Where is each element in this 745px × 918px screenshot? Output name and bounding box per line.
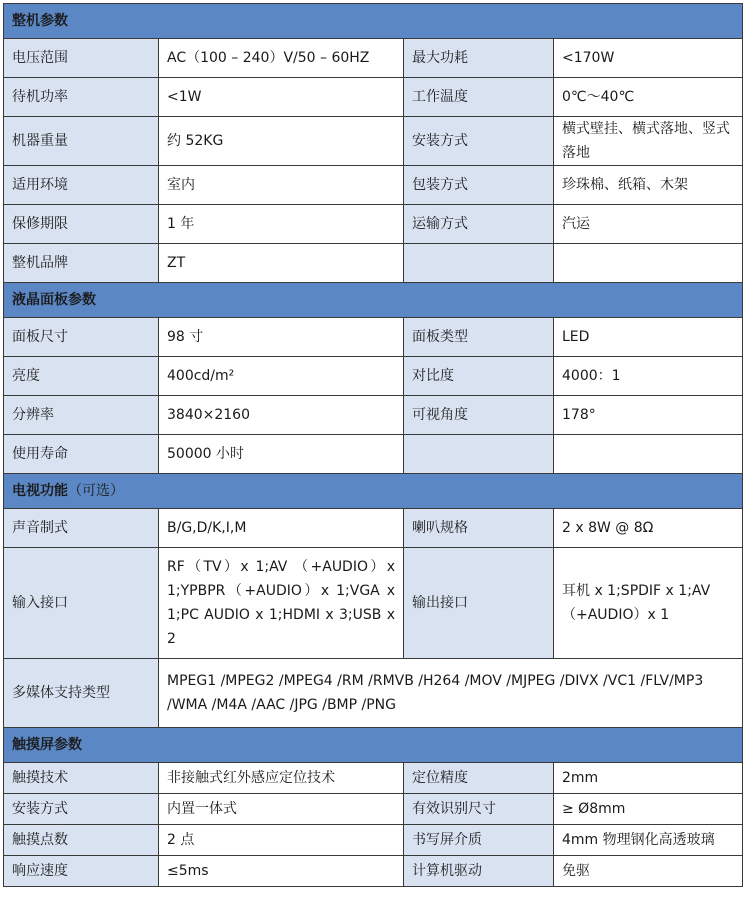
section-header-row — [4, 283, 743, 318]
spec-value: 室内 — [159, 166, 404, 205]
spec-label: 分辨率 — [4, 396, 159, 435]
spec-value — [554, 244, 743, 283]
spec-label: 输入接口 — [4, 548, 159, 659]
spec-value: AC（100 – 240）V/50 – 60HZ — [159, 39, 404, 78]
spec-label: 工作温度 — [404, 78, 554, 117]
spec-label: 包装方式 — [404, 166, 554, 205]
spec-label: 触摸点数 — [4, 825, 159, 856]
spec-row — [4, 396, 743, 435]
spec-value: 横式壁挂、横式落地、竖式落地 — [554, 117, 743, 166]
spec-row — [4, 856, 743, 887]
spec-row — [4, 763, 743, 794]
section-title-text: 液晶面板参数 — [12, 292, 96, 308]
spec-value: 400cd/m² — [159, 357, 404, 396]
spec-value: ZT — [159, 244, 404, 283]
spec-label: 声音制式 — [4, 509, 159, 548]
spec-row — [4, 166, 743, 205]
spec-label: 对比度 — [404, 357, 554, 396]
spec-value: 约 52KG — [159, 117, 404, 166]
spec-row — [4, 39, 743, 78]
spec-label: 最大功耗 — [404, 39, 554, 78]
spec-row — [4, 825, 743, 856]
spec-label: 安装方式 — [404, 117, 554, 166]
spec-value: 50000 小时 — [159, 435, 404, 474]
section-title-text: 触摸屏参数 — [12, 737, 82, 753]
spec-label: 待机功率 — [4, 78, 159, 117]
spec-value: 2mm — [554, 763, 743, 794]
spec-label: 计算机驱动 — [404, 856, 554, 887]
spec-value: 98 寸 — [159, 318, 404, 357]
spec-value-wide: MPEG1 /MPEG2 /MPEG4 /RM /RMVB /H264 /MOV /MJPEG /DIVX /VC1 /FLV/MP3 /WMA /M4A /AAC /JPG /BMP /PNG — [159, 659, 743, 728]
spec-value: ≤5ms — [159, 856, 404, 887]
section-header-row — [4, 728, 743, 763]
spec-value: 3840×2160 — [159, 396, 404, 435]
spec-label: 亮度 — [4, 357, 159, 396]
spec-value: 非接触式红外感应定位技术 — [159, 763, 404, 794]
spec-value: B/G,D/K,I,M — [159, 509, 404, 548]
spec-value: LED — [554, 318, 743, 357]
spec-label: 输出接口 — [404, 548, 554, 659]
spec-row — [4, 78, 743, 117]
spec-value: 178° — [554, 396, 743, 435]
spec-label: 有效识别尺寸 — [404, 794, 554, 825]
section-title — [4, 474, 743, 509]
spec-label: 书写屏介质 — [404, 825, 554, 856]
spec-value: 4mm 物理钢化高透玻璃 — [554, 825, 743, 856]
spec-table — [3, 3, 743, 887]
spec-value: <170W — [554, 39, 743, 78]
spec-label: 电压范围 — [4, 39, 159, 78]
spec-label: 面板类型 — [404, 318, 554, 357]
spec-label: 多媒体支持类型 — [4, 659, 159, 728]
spec-value: 0℃～40℃ — [554, 78, 743, 117]
spec-label: 适用环境 — [4, 166, 159, 205]
spec-row — [4, 117, 743, 166]
section-title — [4, 283, 743, 318]
spec-row — [4, 205, 743, 244]
section-header-row — [4, 474, 743, 509]
spec-row — [4, 509, 743, 548]
spec-label: 喇叭规格 — [404, 509, 554, 548]
spec-value: RF（TV）x 1;AV （+AUDIO）x 1;YPBPR（+AUDIO）x 1;VGA x 1;PC AUDIO x 1;HDMI x 3;USB x 2 — [159, 548, 404, 659]
section-note: （可选） — [68, 483, 124, 499]
spec-label: 运输方式 — [404, 205, 554, 244]
spec-row — [4, 794, 743, 825]
spec-value: 2 x 8W @ 8Ω — [554, 509, 743, 548]
section-title — [4, 728, 743, 763]
section-title — [4, 4, 743, 39]
spec-value: 2 点 — [159, 825, 404, 856]
section-title-text: 电视功能 — [12, 483, 68, 499]
spec-label — [404, 435, 554, 474]
spec-row — [4, 435, 743, 474]
spec-label: 机器重量 — [4, 117, 159, 166]
spec-label: 使用寿命 — [4, 435, 159, 474]
spec-row — [4, 357, 743, 396]
spec-row — [4, 244, 743, 283]
spec-value: 4000：1 — [554, 357, 743, 396]
spec-value: 珍珠棉、纸箱、木架 — [554, 166, 743, 205]
spec-value: 1 年 — [159, 205, 404, 244]
section-title-text: 整机参数 — [12, 13, 68, 29]
spec-value: 免驱 — [554, 856, 743, 887]
spec-label: 面板尺寸 — [4, 318, 159, 357]
spec-value — [554, 435, 743, 474]
spec-label: 可视角度 — [404, 396, 554, 435]
spec-label: 保修期限 — [4, 205, 159, 244]
spec-label: 响应速度 — [4, 856, 159, 887]
spec-row-wide — [4, 659, 743, 728]
spec-label: 安装方式 — [4, 794, 159, 825]
section-header-row — [4, 4, 743, 39]
spec-value: 耳机 x 1;SPDIF x 1;AV（+AUDIO）x 1 — [554, 548, 743, 659]
spec-label — [404, 244, 554, 283]
spec-value: <1W — [159, 78, 404, 117]
spec-label: 定位精度 — [404, 763, 554, 794]
spec-value: ≥ Ø8mm — [554, 794, 743, 825]
spec-value: 汽运 — [554, 205, 743, 244]
spec-row — [4, 318, 743, 357]
spec-value: 内置一体式 — [159, 794, 404, 825]
spec-label: 整机品牌 — [4, 244, 159, 283]
spec-row — [4, 548, 743, 659]
spec-label: 触摸技术 — [4, 763, 159, 794]
